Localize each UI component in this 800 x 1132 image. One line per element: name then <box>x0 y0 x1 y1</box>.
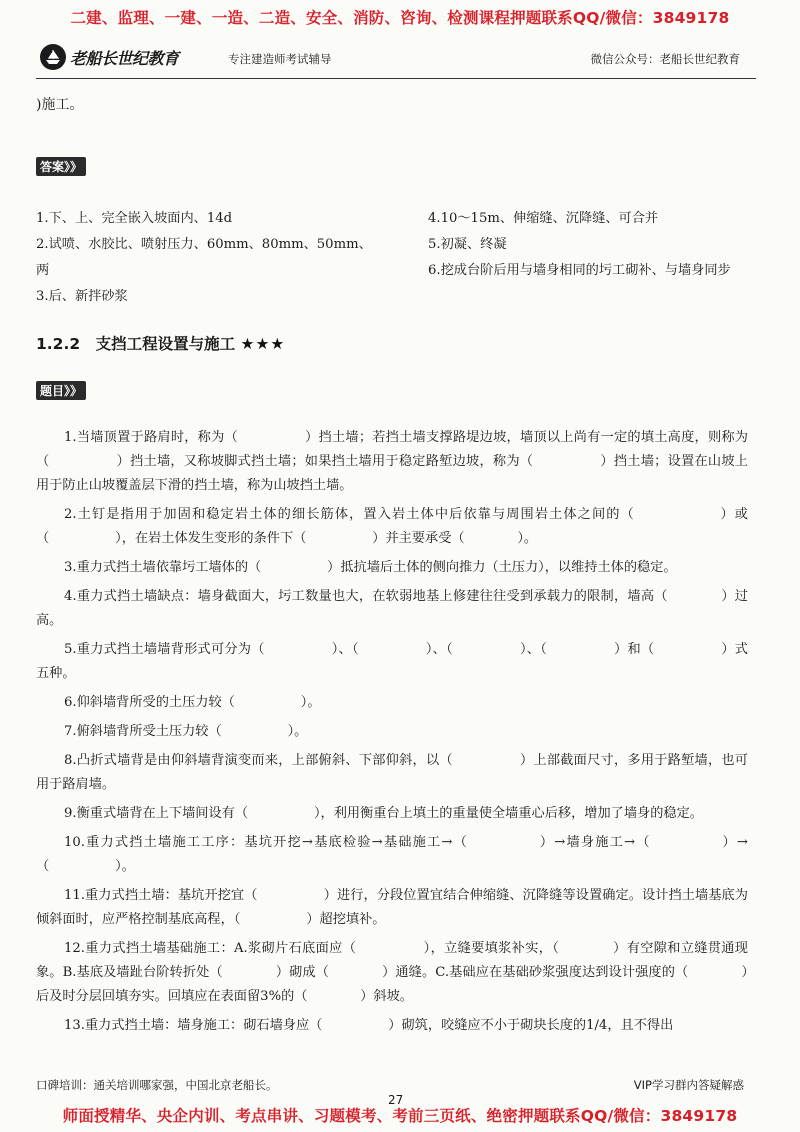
answer-column-right <box>428 206 748 284</box>
logo-text: 老船长世纪教育 <box>70 48 179 68</box>
question-item: 5.重力式挡土墙墙背形式可分为（ ）、（ ）、（ ）、（ ）和（ ）式五种。 <box>36 642 748 681</box>
question-item: 8.凸折式墙背是由仰斜墙背演变而来，上部俯斜、下部仰斜，以（ ）上部截面尺寸，多用于路堑墙，也可用于路肩墙。 <box>36 753 748 792</box>
header-tagline: 专注建造师考试辅导 <box>228 52 332 66</box>
promo-banner-bottom: 师面授精华、央企内训、考点串讲、习题模考、考前三页纸、绝密押题联系QQ/微信：3849178 <box>62 1107 738 1125</box>
answer-item: 1.下、上、完全嵌入坡面内、14d <box>36 211 233 226</box>
question-list <box>36 426 748 1038</box>
answer-label: 答案》》 <box>36 157 86 176</box>
answer-item: 4.10～15m、伸缩缝、沉降缝、可合并 <box>428 211 659 226</box>
section-heading <box>36 332 748 354</box>
brand-logo <box>40 44 179 70</box>
footer-slogan: 口碑培训：通关培训哪家强，中国北京老船长。 <box>36 1078 278 1092</box>
question-item: 13.重力式挡土墙：墙身施工：砌石墙身应（ ）砌筑，咬缝应不小于砌块长度的1/4，且不得出 <box>64 1018 674 1033</box>
page-content <box>36 90 748 1043</box>
answer-item: 2.试喷、水胶比、喷射压力、60mm、80mm、50mm、两 <box>36 237 372 278</box>
footer-vip: VIP学习群内答疑解惑 <box>633 1078 744 1092</box>
answer-list <box>36 206 748 306</box>
question-item: 7.俯斜墙背所受土压力较（ ）。 <box>64 724 308 739</box>
header-divider <box>36 78 756 79</box>
answer-item: 6.挖成台阶后用与墙身相同的圬工砌补、与墙身同步 <box>428 263 731 278</box>
question-label: 题目》》 <box>36 381 86 400</box>
page-number: 27 <box>388 1093 404 1107</box>
question-item: 11.重力式挡土墙：基坑开挖宜（ ）进行，分段位置宜结合伸缩缝、沉降缝等设置确定。设计挡土墙基底为倾斜面时，应严格控制基底高程，（ ）超挖填补。 <box>36 888 748 927</box>
continuation-text: )施工。 <box>36 97 84 113</box>
answer-column-left <box>36 206 378 310</box>
header-wechat: 微信公众号：老船长世纪教育 <box>590 52 740 66</box>
question-item: 9.衡重式墙背在上下墙间设有（ ），利用衡重台上填土的重量使全墙重心后移，增加了墙身的稳定。 <box>64 806 703 821</box>
section-title: 1.2.2 支挡工程设置与施工 <box>36 335 236 353</box>
question-item: 2.土钉是指用于加固和稳定岩土体的细长筋体，置入岩土体中后依靠与周围岩土体之间的（ ）或（ ），在岩土体发生变形的条件下（ ）并主要承受（ ）。 <box>36 507 748 546</box>
question-item: 10.重力式挡土墙施工工序：基坑开挖→基底检验→基础施工→（ ）→墙身施工→（ ）→（ ）。 <box>36 835 748 874</box>
answer-heading <box>36 156 748 176</box>
answer-item: 3.后、新拌砂浆 <box>36 289 128 304</box>
question-item: 1.当墙顶置于路肩时，称为（ ）挡土墙；若挡土墙支撑路堤边坡，墙顶以上尚有一定的填土高度，则称为（ ）挡土墙，又称坡脚式挡土墙；如果挡土墙用于稳定路堑边坡，称为（ ）挡土墙；设置在山坡上用于防止山坡覆盖层下滑的挡土墙，称为山坡挡土墙。 <box>36 430 748 493</box>
page-header <box>40 44 740 76</box>
question-item: 3.重力式挡土墙依靠圬工墙体的（ ）抵抗墙后土体的侧向推力（土压力），以维持土体的稳定。 <box>64 560 677 575</box>
promo-banner-top: 二建、监理、一建、一造、二造、安全、消防、咨询、检测课程押题联系QQ/微信：3849178 <box>70 9 730 27</box>
importance-stars: ★★★ <box>240 335 286 353</box>
question-item: 6.仰斜墙背所受的土压力较（ ）。 <box>64 695 321 710</box>
question-item: 4.重力式挡土墙缺点：墙身截面大，圬工数量也大，在软弱地基上修建往往受到承载力的限制，墙高（ ）过高。 <box>36 589 748 628</box>
ship-logo-icon <box>40 44 66 70</box>
question-heading <box>36 380 748 400</box>
answer-item: 5.初凝、终凝 <box>428 237 507 252</box>
question-item: 12.重力式挡土墙基础施工：A.浆砌片石底面应（ ），立缝要填浆补实，（ ）有空隙和立缝贯通现象。B.基底及墙趾台阶转折处（ ）砌成（ ）通缝。C.基础应在基础砂浆强度达到设计强度的（ ）后及时分层回填夯实。回填应在表面留3%的（ ）斜坡。 <box>36 941 748 1004</box>
